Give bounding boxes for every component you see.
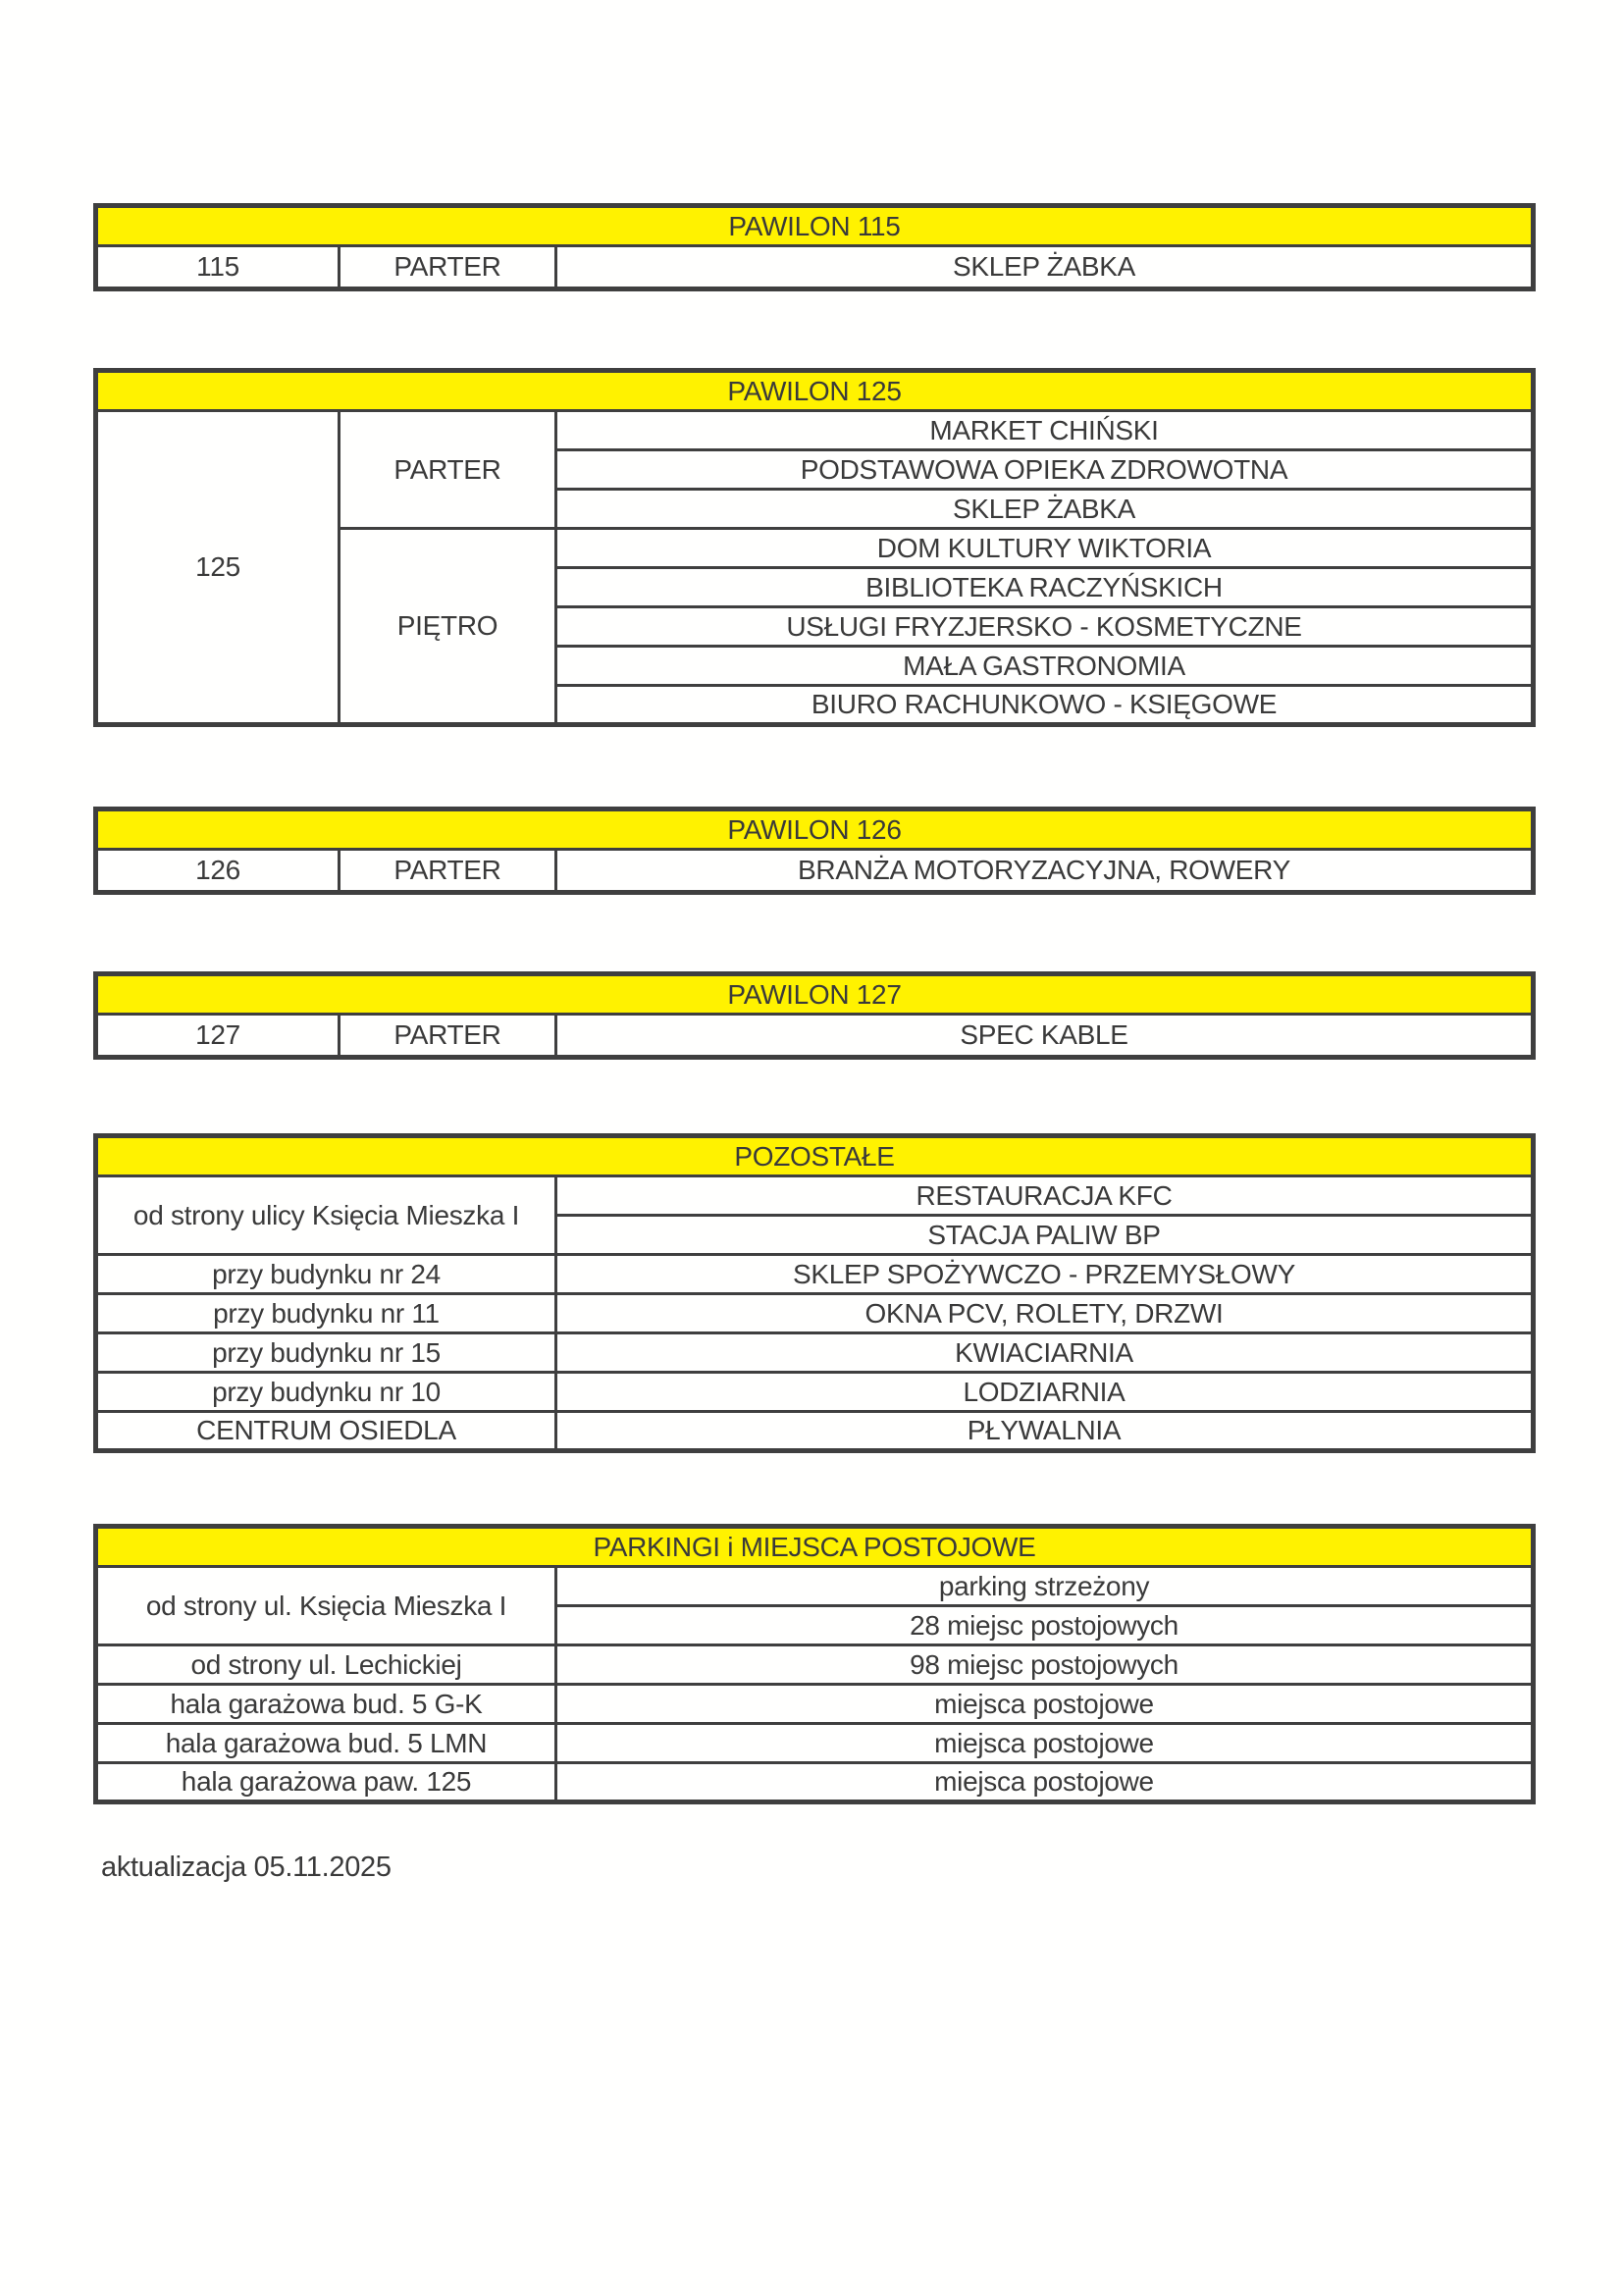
update-date-note: aktualizacja 05.11.2025 <box>101 1852 392 1883</box>
tenant-cell: SPEC KABLE <box>556 1015 1534 1058</box>
tenant-cell: LODZIARNIA <box>556 1373 1534 1412</box>
location-cell: przy budynku nr 24 <box>96 1255 556 1294</box>
table-row <box>96 1333 1534 1373</box>
table-row <box>96 1294 1534 1333</box>
parking-detail-cell: 98 miejsc postojowych <box>556 1645 1534 1685</box>
table-header-row <box>96 1527 1534 1567</box>
table-row <box>96 1015 1534 1058</box>
pawilon-127-title: PAWILON 127 <box>96 974 1534 1015</box>
tenant-cell: MARKET CHIŃSKI <box>556 411 1534 450</box>
table-header-row <box>96 206 1534 246</box>
floor-cell: PIĘTRO <box>340 529 556 725</box>
location-cell: hala garażowa paw. 125 <box>96 1763 556 1802</box>
parkingi-table <box>93 1524 1536 1804</box>
parking-detail-cell: parking strzeżony <box>556 1567 1534 1606</box>
table-row <box>96 1176 1534 1216</box>
location-cell: przy budynku nr 10 <box>96 1373 556 1412</box>
tenant-cell: DOM KULTURY WIKTORIA <box>556 529 1534 568</box>
tenant-cell: MAŁA GASTRONOMIA <box>556 647 1534 686</box>
location-cell: przy budynku nr 11 <box>96 1294 556 1333</box>
pavilion-number-cell: 126 <box>96 850 340 893</box>
location-cell: od strony ulicy Księcia Mieszka I <box>96 1176 556 1255</box>
location-cell: od strony ul. Lechickiej <box>96 1645 556 1685</box>
table-row <box>96 1412 1534 1451</box>
table-row <box>96 1645 1534 1685</box>
pawilon-125-title: PAWILON 125 <box>96 371 1534 411</box>
tenant-cell: OKNA PCV, ROLETY, DRZWI <box>556 1294 1534 1333</box>
tenant-cell: STACJA PALIW BP <box>556 1216 1534 1255</box>
tenant-cell: BIURO RACHUNKOWO - KSIĘGOWE <box>556 686 1534 725</box>
pavilion-number-cell: 125 <box>96 411 340 725</box>
location-cell: hala garażowa bud. 5 LMN <box>96 1724 556 1763</box>
table-row <box>96 1373 1534 1412</box>
tenant-cell: SKLEP ŻABKA <box>556 490 1534 529</box>
floor-cell: PARTER <box>340 850 556 893</box>
tenant-cell: BRANŻA MOTORYZACYJNA, ROWERY <box>556 850 1534 893</box>
floor-cell: PARTER <box>340 1015 556 1058</box>
floor-cell: PARTER <box>340 246 556 289</box>
table-row <box>96 411 1534 450</box>
pawilon-125-table <box>93 368 1536 727</box>
table-row <box>96 1763 1534 1802</box>
pawilon-126-table <box>93 807 1536 895</box>
pozostale-title: POZOSTAŁE <box>96 1136 1534 1176</box>
tenant-cell: RESTAURACJA KFC <box>556 1176 1534 1216</box>
location-cell: CENTRUM OSIEDLA <box>96 1412 556 1451</box>
pavilion-number-cell: 127 <box>96 1015 340 1058</box>
parking-detail-cell: miejsca postojowe <box>556 1763 1534 1802</box>
parking-detail-cell: miejsca postojowe <box>556 1685 1534 1724</box>
table-header-row <box>96 1136 1534 1176</box>
pawilon-126-title: PAWILON 126 <box>96 809 1534 850</box>
tenant-cell: BIBLIOTEKA RACZYŃSKICH <box>556 568 1534 607</box>
table-row <box>96 246 1534 289</box>
table-row <box>96 1724 1534 1763</box>
tenant-cell: PODSTAWOWA OPIEKA ZDROWOTNA <box>556 450 1534 490</box>
floor-cell: PARTER <box>340 411 556 529</box>
tenant-cell: KWIACIARNIA <box>556 1333 1534 1373</box>
pawilon-127-table <box>93 971 1536 1060</box>
pavilion-number-cell: 115 <box>96 246 340 289</box>
table-row <box>96 1567 1534 1606</box>
tenant-cell: PŁYWALNIA <box>556 1412 1534 1451</box>
pawilon-115-title: PAWILON 115 <box>96 206 1534 246</box>
tenant-cell: USŁUGI FRYZJERSKO - KOSMETYCZNE <box>556 607 1534 647</box>
parking-detail-cell: miejsca postojowe <box>556 1724 1534 1763</box>
table-row <box>96 1685 1534 1724</box>
table-header-row <box>96 974 1534 1015</box>
location-cell: przy budynku nr 15 <box>96 1333 556 1373</box>
document-content <box>93 203 1531 1884</box>
parkingi-title: PARKINGI i MIEJSCA POSTOJOWE <box>96 1527 1534 1567</box>
pozostale-table <box>93 1133 1536 1453</box>
location-cell: od strony ul. Księcia Mieszka I <box>96 1567 556 1645</box>
table-header-row <box>96 371 1534 411</box>
tenant-cell: SKLEP SPOŻYWCZO - PRZEMYSŁOWY <box>556 1255 1534 1294</box>
table-row <box>96 850 1534 893</box>
table-row <box>96 1255 1534 1294</box>
pawilon-115-table <box>93 203 1536 291</box>
parking-detail-cell: 28 miejsc postojowych <box>556 1606 1534 1645</box>
tenant-cell: SKLEP ŻABKA <box>556 246 1534 289</box>
table-header-row <box>96 809 1534 850</box>
location-cell: hala garażowa bud. 5 G-K <box>96 1685 556 1724</box>
